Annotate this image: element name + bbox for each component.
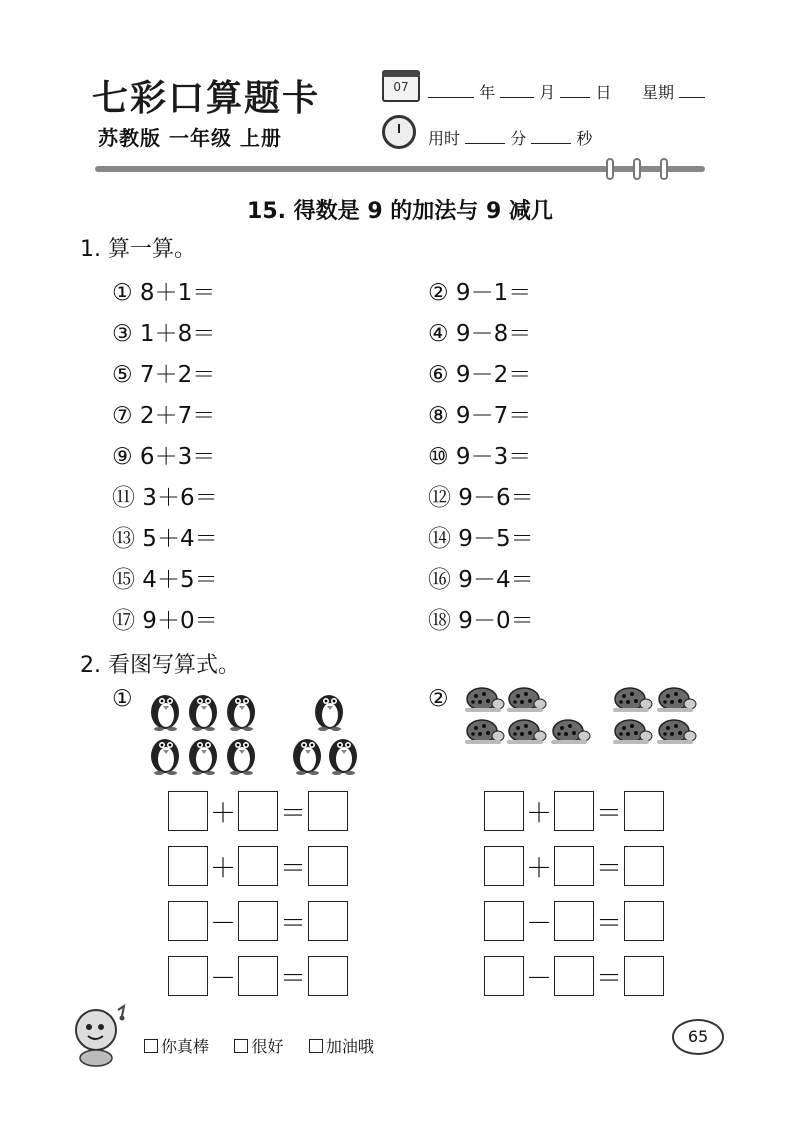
equals-sign: ＝ [279, 798, 306, 829]
item-1-equations [168, 790, 348, 997]
equation-row [168, 845, 348, 887]
answer-box[interactable] [554, 956, 594, 996]
section-2-heading: 2. 看图写算式。 [80, 653, 240, 678]
equation-row [484, 845, 664, 887]
penguin-icon [329, 739, 357, 775]
penguin-icon [151, 739, 179, 775]
mascot-icon [66, 1002, 136, 1068]
problem-11: ⑪ 3＋6＝ [112, 485, 218, 511]
edition-label: 苏教版 一年级 上册 [98, 126, 282, 150]
ladybug-icon [657, 688, 696, 712]
equals-sign: ＝ [595, 963, 622, 994]
penguin-icon [189, 695, 217, 731]
item-2-marker: ② [428, 686, 449, 712]
problem-14: ⑭ 9－5＝ [428, 526, 534, 552]
operator: － [209, 908, 236, 939]
answer-box[interactable] [308, 901, 348, 941]
problem-9: ⑨ 6＋3＝ [112, 444, 216, 470]
penguin-icon [315, 695, 343, 731]
year-label: 年 [479, 83, 496, 102]
answer-box[interactable] [554, 791, 594, 831]
page-number: 65 [672, 1019, 724, 1055]
problem-7: ⑦ 2＋7＝ [112, 403, 216, 429]
answer-box[interactable] [168, 846, 208, 886]
time-used-label: 用时 [428, 129, 461, 148]
calendar-date: 07 [393, 80, 409, 94]
ladybug-icon [465, 720, 504, 744]
problem-12: ⑫ 9－6＝ [428, 485, 534, 511]
answer-box[interactable] [308, 791, 348, 831]
eval-option-3: 加油哦 [325, 1037, 374, 1056]
equals-sign: ＝ [595, 853, 622, 884]
answer-box[interactable] [238, 956, 278, 996]
problem-5: ⑤ 7＋2＝ [112, 362, 216, 388]
equation-row [168, 790, 348, 832]
equation-row [484, 790, 664, 832]
equals-sign: ＝ [595, 908, 622, 939]
answer-box[interactable] [484, 956, 524, 996]
ladybug-icon [613, 720, 652, 744]
brand-title: 七彩口算题卡 [92, 77, 321, 119]
operator: ＋ [525, 798, 552, 829]
answer-box[interactable] [238, 901, 278, 941]
checkbox[interactable] [309, 1039, 323, 1053]
ladybug-icon [507, 688, 546, 712]
equals-sign: ＝ [279, 963, 306, 994]
equation-row [168, 900, 348, 942]
seconds-label: 秒 [576, 129, 593, 148]
weekday-label: 星期 [642, 83, 675, 102]
answer-box[interactable] [554, 846, 594, 886]
problem-6: ⑥ 9－2＝ [428, 362, 532, 388]
answer-box[interactable] [484, 846, 524, 886]
operator: － [525, 908, 552, 939]
problem-1: ① 8＋1＝ [112, 280, 216, 306]
problem-16: ⑯ 9－4＝ [428, 567, 534, 593]
problem-15: ⑮ 4＋5＝ [112, 567, 218, 593]
answer-box[interactable] [484, 901, 524, 941]
equation-row [484, 900, 664, 942]
operator: ＋ [525, 853, 552, 884]
equation-row [168, 955, 348, 997]
equation-row [484, 955, 664, 997]
answer-box[interactable] [624, 901, 664, 941]
ladybug-icon [465, 688, 504, 712]
penguin-icon [151, 695, 179, 731]
answer-box[interactable] [238, 791, 278, 831]
problem-8: ⑧ 9－7＝ [428, 403, 532, 429]
section-1-heading: 1. 算一算。 [80, 237, 196, 262]
checkbox[interactable] [234, 1039, 248, 1053]
operator: － [209, 963, 236, 994]
worksheet-title: 15. 得数是 9 的加法与 9 减几 [247, 199, 553, 224]
item-1-marker: ① [112, 686, 133, 712]
eval-option-1: 你真棒 [161, 1037, 210, 1056]
self-evaluation [144, 1034, 374, 1057]
minutes-label: 分 [510, 129, 527, 148]
problem-4: ④ 9－8＝ [428, 321, 532, 347]
problem-18: ⑱ 9－0＝ [428, 608, 534, 634]
answer-box[interactable] [168, 901, 208, 941]
month-label: 月 [539, 83, 556, 102]
penguin-icon [227, 739, 255, 775]
equals-sign: ＝ [595, 798, 622, 829]
eval-option-2: 很好 [251, 1037, 284, 1056]
equals-sign: ＝ [279, 853, 306, 884]
problem-3: ③ 1＋8＝ [112, 321, 216, 347]
answer-box[interactable] [168, 791, 208, 831]
day-label: 日 [595, 83, 612, 102]
answer-box[interactable] [238, 846, 278, 886]
problem-2: ② 9－1＝ [428, 280, 532, 306]
ladybug-icon [613, 688, 652, 712]
answer-box[interactable] [554, 901, 594, 941]
checkbox[interactable] [144, 1039, 158, 1053]
equals-sign: ＝ [279, 908, 306, 939]
ladybug-icon [551, 720, 590, 744]
item-2-equations [484, 790, 664, 997]
penguin-icon [293, 739, 321, 775]
operator: ＋ [209, 798, 236, 829]
penguin-icon [227, 695, 255, 731]
operator: ＋ [209, 853, 236, 884]
answer-box[interactable] [308, 846, 348, 886]
answer-box[interactable] [168, 956, 208, 996]
problem-17: ⑰ 9＋0＝ [112, 608, 218, 634]
ladybug-icon [507, 720, 546, 744]
penguin-icon [189, 739, 217, 775]
answer-box[interactable] [484, 791, 524, 831]
answer-box[interactable] [624, 956, 664, 996]
problem-10: ⑩ 9－3＝ [428, 444, 532, 470]
answer-box[interactable] [624, 791, 664, 831]
operator: － [525, 963, 552, 994]
answer-box[interactable] [308, 956, 348, 996]
ladybug-icon [657, 720, 696, 744]
answer-box[interactable] [624, 846, 664, 886]
problem-13: ⑬ 5＋4＝ [112, 526, 218, 552]
